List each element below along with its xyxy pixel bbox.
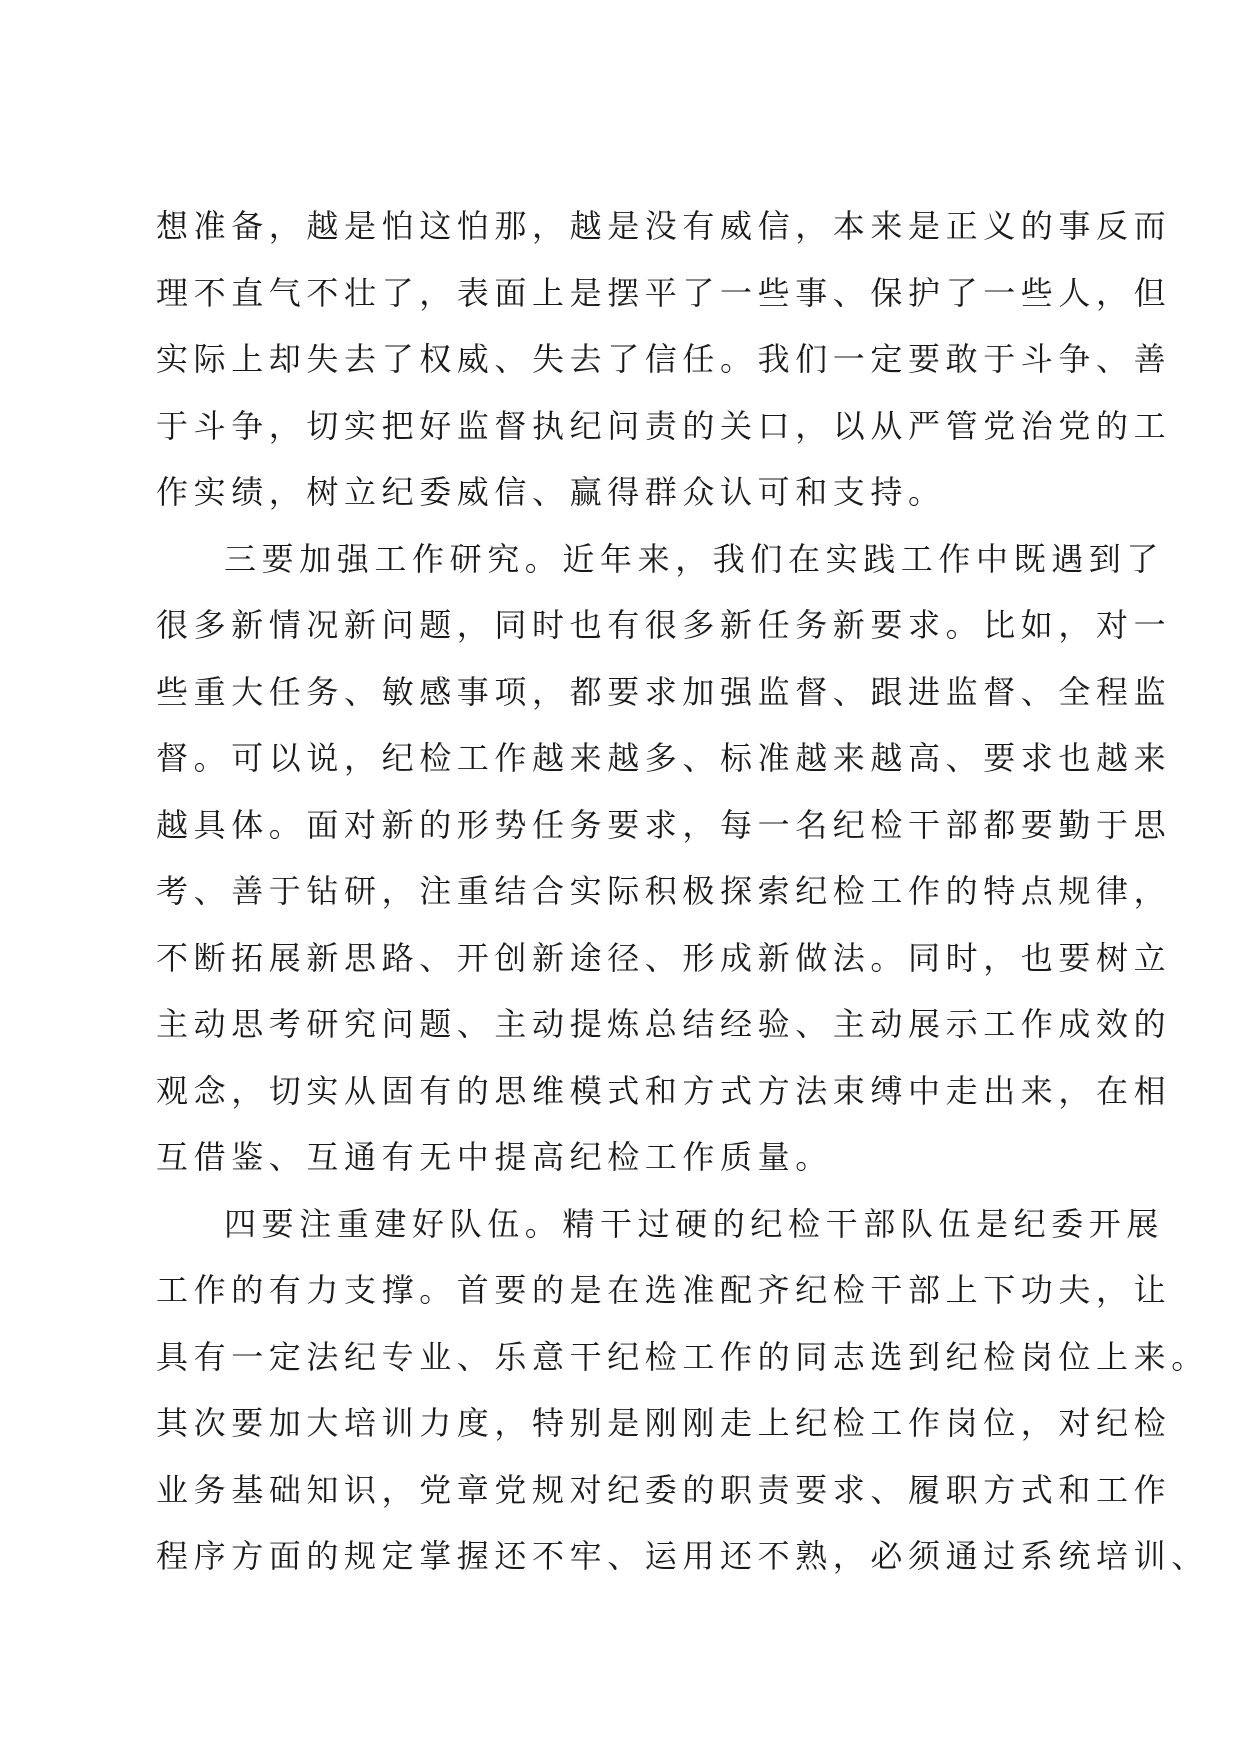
text-line-12: 不断拓展新思路、开创新途径、形成新做法。同时，也要树立 [156,938,1172,977]
text-line-3: 实际上却失去了权威、失去了信任。我们一定要敢于斗争、善 [156,340,1172,378]
text-line-1: 想准备，越是怕这怕那，越是没有威信，本来是正义的事反而 [156,207,1172,245]
text-line-15: 互借鉴、互通有无中提高纪检工作质量。 [156,1138,833,1176]
text-line-19: 其次要加大培训力度，特别是刚刚走上纪检工作岗位，对纪检 [156,1404,1172,1442]
document-body [156,193,1209,1590]
text-line-11: 考、善于钻研，注重结合实际积极探索纪检工作的特点规律， [156,872,1172,910]
text-line-14: 观念，切实从固有的思维模式和方式方法束缚中走出来，在相 [156,1071,1172,1110]
text-line-13: 主动思考研究问题、主动提炼总结经验、主动展示工作成效的 [156,1005,1172,1043]
paragraph-four-first-line: 四要注重建好队伍。精干过硬的纪检干部队伍是纪委开展 [224,1204,1165,1243]
paragraph-three-first-line: 三要加强工作研究。近年来，我们在实践工作中既遇到了 [224,539,1165,578]
text-line-7: 很多新情况新问题，同时也有很多新任务新要求。比如，对一 [156,606,1172,644]
text-line-10: 越具体。面对新的形势任务要求，每一名纪检干部都要勤于思 [156,805,1172,844]
text-line-8: 些重大任务、敏感事项，都要求加强监督、跟进监督、全程监 [156,672,1172,711]
text-line-2: 理不直气不壮了，表面上是摆平了一些事、保护了一些人，但 [156,273,1172,312]
text-line-5: 作实绩，树立纪委威信、赢得群众认可和支持。 [156,473,946,511]
text-line-21: 程序方面的规定掌握还不牢、运用还不熟，必须通过系统培训、 [156,1537,1209,1575]
text-line-18: 具有一定法纪专业、乐意干纪检工作的同志选到纪检岗位上来。 [156,1337,1209,1376]
text-line-20: 业务基础知识，党章党规对纪委的职责要求、履职方式和工作 [156,1470,1172,1509]
text-line-9: 督。可以说，纪检工作越来越多、标准越来越高、要求也越来 [156,739,1172,777]
text-line-4: 于斗争，切实把好监督执纪问责的关口，以从严管党治党的工 [156,406,1172,445]
text-line-17: 工作的有力支撑。首要的是在选准配齐纪检干部上下功夫，让 [156,1271,1172,1309]
